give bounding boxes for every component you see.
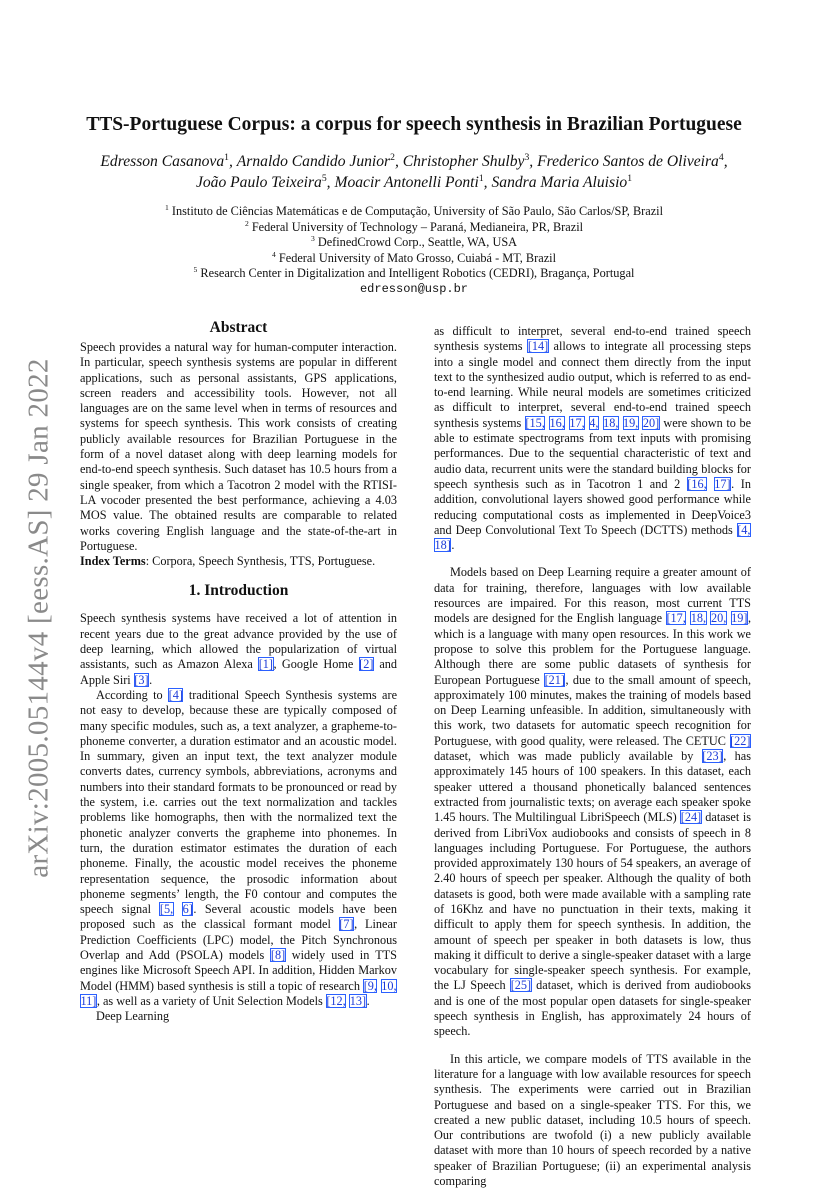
citation-link[interactable]: [3] xyxy=(134,672,149,687)
paper-title: TTS-Portuguese Corpus: a corpus for speech synthesis in Brazilian Portuguese xyxy=(86,114,742,135)
affiliation xyxy=(110,235,718,251)
citation-link[interactable]: [14] xyxy=(527,339,549,354)
author-name: Christopher Shulby xyxy=(402,153,525,170)
abstract-text: Speech provides a natural way for human-computer interaction. In particular, speech synthesis systems are popular in different applications, such as personal assistants, GPS applications, screen readers and accessibility tools. However, not all languages are on the same level when in terms of resources and systems for speech synthesis. This work consists of creating publicly available resources for Brazilian Portuguese in the form of a novel dataset along with deep learning models for end-to-end speech synthesis. Such dataset has 10.5 hours from a single speaker, from which a Tacotron 2 model with the RTISI-LA vocoder presented the best performance, achieving a 4.03 MOS value. The obtained results are comparable to related works covering English language and the state-of-the-art in Portuguese. xyxy=(80,340,397,553)
affiliation-number: 3 xyxy=(310,234,315,244)
affiliation-number: 1 xyxy=(165,202,169,212)
arxiv-identifier-text: arXiv:2005.05144v4 [eess.AS] 29 Jan 2022 xyxy=(22,358,55,878)
citation-link[interactable]: [16, xyxy=(687,476,707,491)
left-column xyxy=(80,318,397,1024)
citation-link[interactable]: [21] xyxy=(544,672,565,687)
citation-link[interactable]: [9, xyxy=(363,978,377,993)
citation-link[interactable]: [15, xyxy=(525,415,545,430)
author-name: Sandra Maria Aluisio xyxy=(491,174,628,191)
body-paragraph: According to [4] traditional Speech Synthesis systems are not easy to develop, because these are typically composed of many specific modules, such as, a text analyzer, a grapheme-to-phoneme converter, a duration estimator and an acoustic model. In summary, given an input text, the text analyzer module converts dates, currency symbols, abbreviations, acronyms and numbers into their standard formats to be pronounced or read by the system, i.e. carries out the text normalization and tackles problems like homographs, then with the normalized text the phonetic analyzer converts the grapheme into phonemes. In turn, the duration estimator estimates the duration of each phoneme. Finally, the acoustic model receives the phoneme representation sequence, the prosodic information about phoneme segments’ length, the F0 contour and computes the speech signal [5, 6]. Several acoustic models have been proposed such as the classical formant model [7], Linear Prediction Coefficients (LPC) model, the Pitch Synchronous Overlap and Add (PSOLA) models [8] widely used in TTS engines like Microsoft Speech API. In addition, Hidden Markov Model (HMM) based synthesis is still a topic of research [9, 10, 11], as well as a variety of Unit Selection Models [12, 13]. xyxy=(80,687,398,1008)
citation-link[interactable]: 20, xyxy=(710,611,727,626)
affiliation xyxy=(110,204,718,220)
citation-link[interactable]: 11] xyxy=(80,993,97,1008)
citation-link[interactable]: [23] xyxy=(702,749,723,764)
author-affiliation-number: 1 xyxy=(627,172,633,184)
citation-link[interactable]: [5, xyxy=(159,902,174,917)
author: Moacir Antonelli Ponti$^1$, xyxy=(334,172,492,191)
body-paragraph: Models based on Deep Learning require a greater amount of data for training, therefore, languages with low available resources are impaired. For this reason, most current TTS models are designed for the English language [17, 18, 20, 19], which is a language with many open resources. In this work we propose to solve this problem for the Portuguese language. Although there are some public datasets of synthesis for European Portuguese [21], due to the small amount of speech, approximately 100 minutes, makes the training of models based on Deep Learning unfeasible. In addition, simultaneously with this work, two datasets for automatic speech recognition for Portuguese, with good quality, were released. The CETUC [22] dataset, which was made publicly available by [23], has approximately 145 hours of 100 speakers. In this dataset, each speaker uttered a thousand phonetically balanced sentences extracted from journalistic texts; on average each speaker spoke 1.45 hours. The Multilingual LibriSpeech (MLS) [24] dataset is derived from LibriVox audiobooks and consists of speech in 8 languages including Portuguese. For Portuguese, the authors provided approximately 130 hours of 54 speakers, an average of 2.40 hours of speech per speaker. Although the quality of both datasets is good, both were made available with a sampling rate of 16Khz and have no punctuation in their texts, making it difficult to apply them for speech synthesis. In addition, the amount of speech per speaker in both datasets is low, thus making it difficult to derive a single-speaker dataset with a large vocabulary for single-speaker speech synthesis. For example, the LJ Speech [25] dataset, which is derived from audiobooks and is one of the most popular open datasets for single-speaker speech synthesis in English, has approximately 24 hours of speech. xyxy=(434,565,752,1039)
author: Christopher Shulby$^3$, xyxy=(402,151,538,170)
citation-link[interactable]: 4, xyxy=(589,415,599,430)
section-heading-introduction: 1. Introduction xyxy=(188,582,289,600)
affiliation-number: 4 xyxy=(272,249,276,259)
index-terms-text: : Corpora, Speech Synthesis, TTS, Portuguese. xyxy=(145,554,376,569)
author-affiliation-number: 3 xyxy=(524,151,530,163)
citation-link[interactable]: 18, xyxy=(603,415,619,430)
author-name: João Paulo Teixeira xyxy=(195,174,322,191)
citation-link[interactable]: [4, xyxy=(737,522,751,537)
citation-link[interactable]: 16, xyxy=(549,415,565,430)
citation-link[interactable]: [7] xyxy=(339,917,354,932)
author: João Paulo Teixeira$^5$, xyxy=(195,172,335,191)
citation-link[interactable]: [22] xyxy=(730,733,751,748)
author-affiliation-number: 1 xyxy=(224,151,229,163)
citation-link[interactable]: 19, xyxy=(623,415,639,430)
affiliation-text: Research Center in Digitalization and Intelligent Robotics (CEDRI), Bragança, Portugal xyxy=(200,266,635,281)
author-affiliation-number: 1 xyxy=(478,172,484,184)
author-name: Edresson Casanova xyxy=(100,153,225,170)
author-list xyxy=(95,151,733,193)
right-column xyxy=(434,324,751,1189)
citation-link[interactable]: 19] xyxy=(731,611,748,626)
body-paragraph: Deep Learning xyxy=(96,1009,170,1024)
citation-link[interactable]: [25] xyxy=(510,978,532,993)
citation-link[interactable]: 10, xyxy=(381,978,397,993)
citation-link[interactable]: [12, xyxy=(326,993,346,1008)
author-affiliation-number: 2 xyxy=(390,151,395,163)
affiliation-list xyxy=(110,204,718,282)
citation-link[interactable]: [17, xyxy=(666,611,686,626)
citation-link[interactable]: 17, xyxy=(569,415,585,430)
body-paragraph: Speech synthesis systems have received a lot of attention in recent years due to the great advance provided by the use of deep learning, which allowed the popularization of virtual assistants, such as Amazon Alexa [1], Google Home [2] and Apple Siri [3]. xyxy=(80,611,398,687)
author-name: Moacir Antonelli Ponti xyxy=(334,174,479,191)
author xyxy=(491,174,632,191)
affiliation-text: Federal University of Mato Grosso, Cuiabá - MT, Brazil xyxy=(278,250,556,265)
author-name: Frederico Santos de Oliveira xyxy=(537,153,719,170)
affiliation xyxy=(110,251,718,267)
citation-link[interactable]: 13] xyxy=(349,993,367,1008)
abstract-heading: Abstract xyxy=(209,319,268,336)
affiliation-text: Instituto de Ciências Matemáticas e de Computação, University of São Paulo, São Carlos/SP, Brazil xyxy=(171,204,663,218)
affiliation-text: DefinedCrowd Corp., Seattle, WA, USA xyxy=(317,235,518,250)
affiliation-number: 2 xyxy=(244,218,249,228)
author: Arnaldo Candido Junior$^2$, xyxy=(236,151,403,170)
index-terms xyxy=(80,554,397,569)
contact-email[interactable]: edresson@usp.br xyxy=(359,282,469,296)
affiliation xyxy=(110,220,718,236)
body-paragraph-continued: as difficult to interpret, several end-to-end trained speech synthesis systems [14] allows to integrate all processing steps into a single model and connect them directly from the input text to the synthesized audio output, which is referred to as end-to-end learning. While neural models are sometimes criticized as difficult to interpret, several end-to-end trained speech synthesis systems [15, 16, 17, 4, 18, 19, 20] were shown to be able to estimate spectrograms from text inputs with promising performances. Due to the sequential characteristic of text and audio data, recurrent units were the standard building blocks for speech synthesis such as in Tacotron 1 and 2 [16, 17]. In addition, convolutional layers showed good performance while reducing computational costs as implemented in DeepVoice3 and Deep Convolutional Text To Speech (DCTTS) methods [4, 18]. xyxy=(434,324,752,553)
arxiv-identifier xyxy=(6,358,72,878)
citation-link[interactable]: 17] xyxy=(714,476,731,491)
body-paragraph: In this article, we compare models of TTS available in the literature for a language with low available resources for speech synthesis. The experiments were carried out in Brazilian Portuguese and based on a single-speaker TTS. For this, we created a new public dataset, including 10.5 hours of speech. Our contributions are twofold (i) a new publicly available dataset with more than 10 hours of speech recorded by a native speaker of Brazilian Portuguese; (ii) an experimental analysis comparing xyxy=(434,1051,751,1189)
citation-link[interactable]: 20] xyxy=(642,415,660,430)
affiliation-text: Federal University of Technology – Paraná, Medianeira, PR, Brazil xyxy=(251,219,584,234)
affiliation xyxy=(110,266,718,282)
author-name: Arnaldo Candido Junior xyxy=(236,153,391,170)
author-affiliation-number: 5 xyxy=(321,172,327,184)
introduction-body-left xyxy=(80,611,397,1024)
index-terms-label: Index Terms xyxy=(80,554,146,569)
citation-link[interactable]: [4] xyxy=(168,687,183,702)
affiliation-number: 5 xyxy=(193,265,198,275)
citation-link[interactable]: [1] xyxy=(258,657,273,672)
author: Edresson Casanova$^1$, xyxy=(100,151,237,170)
author: Frederico Santos de Oliveira$^4$, xyxy=(537,151,728,170)
citation-link[interactable]: [2] xyxy=(359,657,374,672)
citation-link[interactable]: [8] xyxy=(270,947,286,962)
citation-link[interactable]: 6] xyxy=(182,902,193,917)
citation-link[interactable]: [24] xyxy=(680,810,702,825)
citation-link[interactable]: 18] xyxy=(434,538,451,553)
author-affiliation-number: 4 xyxy=(718,151,724,163)
citation-link[interactable]: 18, xyxy=(690,611,707,626)
